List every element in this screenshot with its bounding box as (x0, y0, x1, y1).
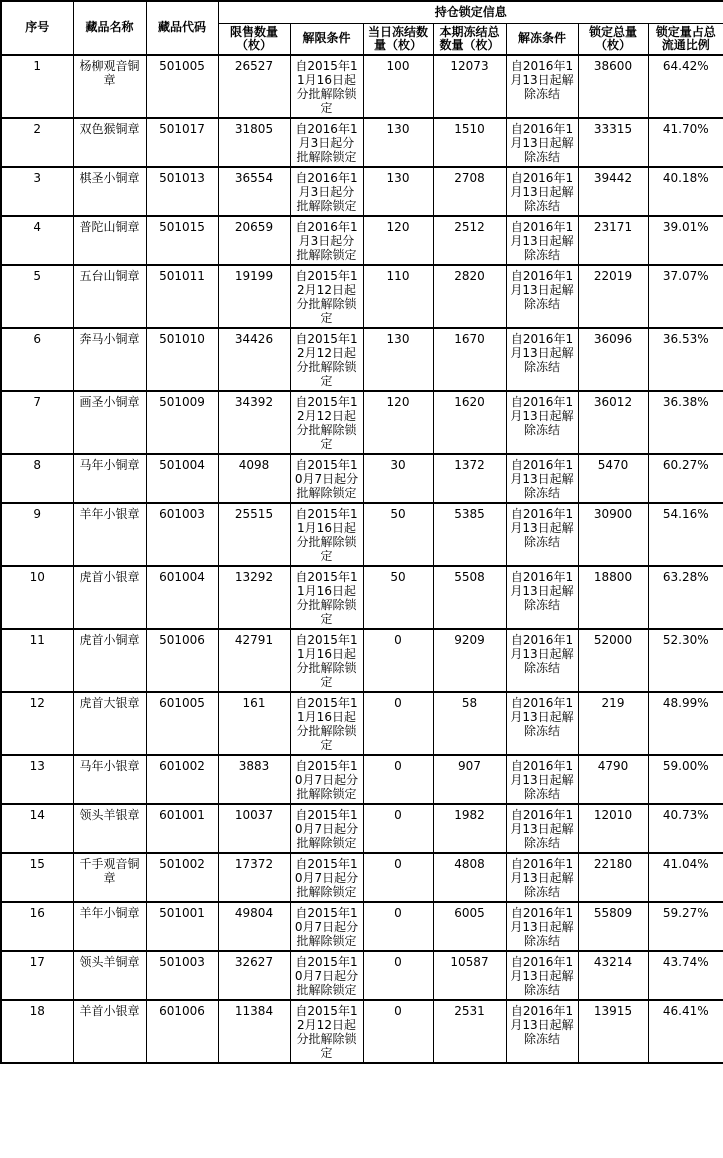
table-cell: 自2015年12月12日起分批解除锁定 (290, 265, 363, 328)
table-cell: 9 (1, 503, 73, 566)
table-cell: 601006 (146, 1000, 218, 1063)
table-cell: 4808 (433, 853, 506, 902)
column-header-unlock-condition: 解限条件 (290, 23, 363, 55)
table-cell: 18 (1, 1000, 73, 1063)
table-cell: 161 (218, 692, 290, 755)
table-cell: 0 (363, 951, 433, 1000)
table-cell: 130 (363, 118, 433, 167)
table-cell: 自2016年1月13日起解除冻结 (506, 629, 578, 692)
table-cell: 30900 (578, 503, 648, 566)
table-cell: 23171 (578, 216, 648, 265)
table-cell: 千手观音铜章 (73, 853, 146, 902)
table-cell: 自2015年10月7日起分批解除锁定 (290, 755, 363, 804)
table-cell: 25515 (218, 503, 290, 566)
table-row (1, 55, 723, 118)
table-cell: 双色猴铜章 (73, 118, 146, 167)
table-cell: 自2016年1月13日起解除冻结 (506, 118, 578, 167)
column-header-serial: 序号 (1, 1, 73, 55)
table-cell: 33315 (578, 118, 648, 167)
table-cell: 虎首小银章 (73, 566, 146, 629)
table-cell: 501003 (146, 951, 218, 1000)
table-cell: 自2016年1月13日起解除冻结 (506, 755, 578, 804)
table-cell: 羊年小银章 (73, 503, 146, 566)
table-cell: 30 (363, 454, 433, 503)
table-cell: 3 (1, 167, 73, 216)
table-cell: 羊首小银章 (73, 1000, 146, 1063)
table-cell: 15 (1, 853, 73, 902)
table-row (1, 629, 723, 692)
table-cell: 自2016年1月13日起解除冻结 (506, 167, 578, 216)
table-cell: 12010 (578, 804, 648, 853)
table-cell: 3883 (218, 755, 290, 804)
table-cell: 画圣小铜章 (73, 391, 146, 454)
table-cell: 64.42% (648, 55, 723, 118)
table-cell: 自2016年1月13日起解除冻结 (506, 55, 578, 118)
table-row (1, 328, 723, 391)
table-cell: 自2015年10月7日起分批解除锁定 (290, 951, 363, 1000)
table-cell: 59.27% (648, 902, 723, 951)
table-cell: 自2015年11月16日起分批解除锁定 (290, 503, 363, 566)
table-cell: 41.04% (648, 853, 723, 902)
table-cell: 0 (363, 902, 433, 951)
table-body (1, 55, 723, 1063)
table-cell: 0 (363, 1000, 433, 1063)
table-cell: 羊年小铜章 (73, 902, 146, 951)
table-cell: 自2015年10月7日起分批解除锁定 (290, 902, 363, 951)
table-cell: 36012 (578, 391, 648, 454)
table-cell: 120 (363, 216, 433, 265)
table-cell: 自2016年1月13日起解除冻结 (506, 265, 578, 328)
table-cell: 18800 (578, 566, 648, 629)
table-cell: 自2015年11月16日起分批解除锁定 (290, 629, 363, 692)
table-cell: 17372 (218, 853, 290, 902)
table-row (1, 265, 723, 328)
table-cell: 501017 (146, 118, 218, 167)
table-cell: 40.73% (648, 804, 723, 853)
table-cell: 11 (1, 629, 73, 692)
table-cell: 36.38% (648, 391, 723, 454)
table-cell: 601003 (146, 503, 218, 566)
table-cell: 1 (1, 55, 73, 118)
table-cell: 0 (363, 853, 433, 902)
table-cell: 39.01% (648, 216, 723, 265)
column-header-item-code: 藏品代码 (146, 1, 218, 55)
table-cell: 2820 (433, 265, 506, 328)
table-cell: 自2015年12月12日起分批解除锁定 (290, 1000, 363, 1063)
table-cell: 601002 (146, 755, 218, 804)
table-cell: 自2016年1月13日起解除冻结 (506, 503, 578, 566)
table-cell: 501006 (146, 629, 218, 692)
table-cell: 37.07% (648, 265, 723, 328)
column-header-unfreeze-condition: 解冻条件 (506, 23, 578, 55)
table-cell: 6005 (433, 902, 506, 951)
table-cell: 41.70% (648, 118, 723, 167)
table-cell: 自2016年1月13日起解除冻结 (506, 853, 578, 902)
table-row (1, 118, 723, 167)
table-cell: 501009 (146, 391, 218, 454)
table-cell: 22019 (578, 265, 648, 328)
table-cell: 6 (1, 328, 73, 391)
table-header (1, 1, 723, 55)
table-cell: 10037 (218, 804, 290, 853)
table-cell: 907 (433, 755, 506, 804)
table-cell: 501001 (146, 902, 218, 951)
table-cell: 4790 (578, 755, 648, 804)
table-cell: 0 (363, 692, 433, 755)
group-header-lock-info: 持仓锁定信息 (218, 1, 723, 23)
table-cell: 11384 (218, 1000, 290, 1063)
table-row (1, 853, 723, 902)
table-cell: 8 (1, 454, 73, 503)
table-cell: 10587 (433, 951, 506, 1000)
table-cell: 2512 (433, 216, 506, 265)
table-cell: 36554 (218, 167, 290, 216)
table-cell: 自2016年1月3日起分批解除锁定 (290, 167, 363, 216)
table-cell: 普陀山铜章 (73, 216, 146, 265)
table-cell: 13 (1, 755, 73, 804)
table-cell: 40.18% (648, 167, 723, 216)
table-cell: 501010 (146, 328, 218, 391)
table-row (1, 804, 723, 853)
table-cell: 自2015年11月16日起分批解除锁定 (290, 692, 363, 755)
table-cell: 自2015年12月12日起分批解除锁定 (290, 391, 363, 454)
column-header-restricted-qty: 限售数量（枚） (218, 23, 290, 55)
table-cell: 5470 (578, 454, 648, 503)
table-cell: 棋圣小铜章 (73, 167, 146, 216)
table-cell: 36096 (578, 328, 648, 391)
table-cell: 26527 (218, 55, 290, 118)
table-row (1, 503, 723, 566)
table-cell: 2531 (433, 1000, 506, 1063)
table-cell: 自2016年1月3日起分批解除锁定 (290, 216, 363, 265)
table-cell: 自2016年1月13日起解除冻结 (506, 692, 578, 755)
table-cell: 601005 (146, 692, 218, 755)
table-cell: 501011 (146, 265, 218, 328)
table-cell: 43214 (578, 951, 648, 1000)
table-cell: 601004 (146, 566, 218, 629)
table-cell: 16 (1, 902, 73, 951)
table-cell: 20659 (218, 216, 290, 265)
table-cell: 0 (363, 755, 433, 804)
table-cell: 1670 (433, 328, 506, 391)
table-cell: 31805 (218, 118, 290, 167)
table-cell: 54.16% (648, 503, 723, 566)
table-cell: 虎首小铜章 (73, 629, 146, 692)
table-cell: 马年小银章 (73, 755, 146, 804)
table-cell: 55809 (578, 902, 648, 951)
table-cell: 36.53% (648, 328, 723, 391)
table-cell: 2708 (433, 167, 506, 216)
table-cell: 501015 (146, 216, 218, 265)
table-cell: 13292 (218, 566, 290, 629)
table-cell: 5 (1, 265, 73, 328)
table-cell: 43.74% (648, 951, 723, 1000)
table-row (1, 902, 723, 951)
table-cell: 100 (363, 55, 433, 118)
table-cell: 501013 (146, 167, 218, 216)
table-cell: 五台山铜章 (73, 265, 146, 328)
table-cell: 60.27% (648, 454, 723, 503)
table-cell: 19199 (218, 265, 290, 328)
table-cell: 38600 (578, 55, 648, 118)
table-row (1, 692, 723, 755)
column-header-locked-total: 锁定总量（枚） (578, 23, 648, 55)
table-row (1, 755, 723, 804)
table-cell: 12 (1, 692, 73, 755)
table-cell: 5508 (433, 566, 506, 629)
table-cell: 110 (363, 265, 433, 328)
column-header-locked-ratio: 锁定量占总流通比例 (648, 23, 723, 55)
header-row-group (1, 1, 723, 23)
table-cell: 自2015年10月7日起分批解除锁定 (290, 804, 363, 853)
table-cell: 13915 (578, 1000, 648, 1063)
table-row (1, 167, 723, 216)
table-cell: 17 (1, 951, 73, 1000)
table-cell: 501005 (146, 55, 218, 118)
table-cell: 59.00% (648, 755, 723, 804)
table-cell: 自2016年1月13日起解除冻结 (506, 328, 578, 391)
table-cell: 领头羊铜章 (73, 951, 146, 1000)
table-cell: 自2015年10月7日起分批解除锁定 (290, 454, 363, 503)
table-cell: 48.99% (648, 692, 723, 755)
table-cell: 32627 (218, 951, 290, 1000)
table-cell: 虎首大银章 (73, 692, 146, 755)
table-cell: 46.41% (648, 1000, 723, 1063)
table-cell: 5385 (433, 503, 506, 566)
column-header-today-frozen-qty: 当日冻结数量（枚） (363, 23, 433, 55)
table-row (1, 391, 723, 454)
table-cell: 4 (1, 216, 73, 265)
table-cell: 14 (1, 804, 73, 853)
table-cell: 1982 (433, 804, 506, 853)
table-cell: 领头羊银章 (73, 804, 146, 853)
table-cell: 自2016年1月13日起解除冻结 (506, 216, 578, 265)
table-cell: 1620 (433, 391, 506, 454)
table-cell: 0 (363, 804, 433, 853)
table-cell: 34392 (218, 391, 290, 454)
table-row (1, 454, 723, 503)
table-cell: 34426 (218, 328, 290, 391)
table-cell: 501004 (146, 454, 218, 503)
table-cell: 自2016年1月13日起解除冻结 (506, 804, 578, 853)
table-cell: 42791 (218, 629, 290, 692)
table-cell: 130 (363, 167, 433, 216)
table-cell: 63.28% (648, 566, 723, 629)
table-cell: 2 (1, 118, 73, 167)
table-cell: 自2016年1月3日起分批解除锁定 (290, 118, 363, 167)
table-cell: 自2016年1月13日起解除冻结 (506, 951, 578, 1000)
table-cell: 自2015年10月7日起分批解除锁定 (290, 853, 363, 902)
table-cell: 自2016年1月13日起解除冻结 (506, 1000, 578, 1063)
table-cell: 1372 (433, 454, 506, 503)
table-cell: 501002 (146, 853, 218, 902)
column-header-item-name: 藏品名称 (73, 1, 146, 55)
table-cell: 120 (363, 391, 433, 454)
table-cell: 52.30% (648, 629, 723, 692)
column-header-period-frozen-total: 本期冻结总数量（枚） (433, 23, 506, 55)
table-row (1, 1000, 723, 1063)
table-cell: 10 (1, 566, 73, 629)
table-cell: 4098 (218, 454, 290, 503)
table-cell: 自2016年1月13日起解除冻结 (506, 902, 578, 951)
table-cell: 0 (363, 629, 433, 692)
table-cell: 39442 (578, 167, 648, 216)
table-cell: 12073 (433, 55, 506, 118)
table-cell: 22180 (578, 853, 648, 902)
table-cell: 马年小铜章 (73, 454, 146, 503)
table-cell: 58 (433, 692, 506, 755)
table-cell: 601001 (146, 804, 218, 853)
table-row (1, 951, 723, 1000)
table-cell: 219 (578, 692, 648, 755)
table-cell: 130 (363, 328, 433, 391)
table-cell: 9209 (433, 629, 506, 692)
table-row (1, 566, 723, 629)
table-cell: 1510 (433, 118, 506, 167)
table-cell: 自2016年1月13日起解除冻结 (506, 391, 578, 454)
table-cell: 50 (363, 503, 433, 566)
table-cell: 50 (363, 566, 433, 629)
table-cell: 49804 (218, 902, 290, 951)
table-cell: 52000 (578, 629, 648, 692)
table-cell: 自2015年12月12日起分批解除锁定 (290, 328, 363, 391)
table-cell: 自2016年1月13日起解除冻结 (506, 566, 578, 629)
table-cell: 自2015年11月16日起分批解除锁定 (290, 566, 363, 629)
table-cell: 自2015年11月16日起分批解除锁定 (290, 55, 363, 118)
table-cell: 奔马小铜章 (73, 328, 146, 391)
table-cell: 自2016年1月13日起解除冻结 (506, 454, 578, 503)
table-cell: 7 (1, 391, 73, 454)
table-cell: 杨柳观音铜章 (73, 55, 146, 118)
table-row (1, 216, 723, 265)
